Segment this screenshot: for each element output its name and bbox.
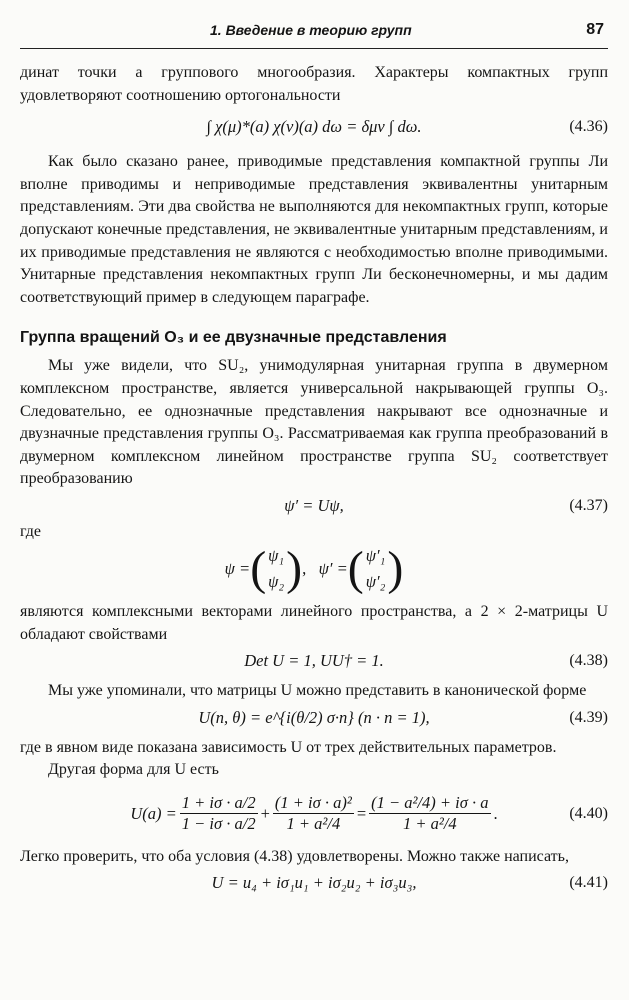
equation-4-37-number: (4.37) bbox=[569, 496, 608, 514]
equation-4-40-lhs: U(a) = bbox=[130, 803, 177, 823]
right-paren: ) bbox=[387, 541, 404, 595]
page-number: 87 bbox=[586, 21, 604, 38]
fraction-3-denominator: 1 + a²/4 bbox=[403, 814, 457, 834]
psi-prime-vector bbox=[366, 543, 386, 595]
fraction-2 bbox=[273, 794, 354, 833]
psi-prime-2: ψ′₂ bbox=[365, 571, 386, 591]
paragraph-3: Мы уже видели, что SU₂, унимодулярная унитарная группа в двумерном комплексном пространстве, является универсальной накрывающей группы O₃. Следовательно, ее однозначные представления накрывают все однозначные и двузначные представления группы O₃. Рассматриваемая как группа преобразований в двумерном комплексном линейном пространстве группа SU₂ соответствует преобразованию bbox=[20, 357, 608, 488]
running-head: 1. Введение в теорию групп bbox=[210, 22, 412, 38]
paragraph-6: где в явном виде показана зависимость U от трех действительных параметров. bbox=[20, 738, 557, 756]
equation-4-38-formula: Det U = 1, UU† = 1. bbox=[244, 651, 384, 671]
equation-4-36 bbox=[20, 107, 608, 147]
equation-4-41-formula: U = u₄ + iσ₁u₁ + iσ₂u₂ + iσ₃u₃, bbox=[211, 873, 417, 893]
equation-4-41-number: (4.41) bbox=[569, 874, 608, 892]
book-page bbox=[20, 14, 608, 898]
psi-prime-1: ψ′₁ bbox=[365, 545, 386, 565]
paragraph-1: динат точки a группового многообразия. Характеры компактных групп удовлетворяют соотношению ортогональности bbox=[20, 64, 608, 104]
equation-4-40 bbox=[20, 782, 608, 846]
fraction-3-numerator: (1 − a²/4) + iσ · a bbox=[371, 793, 489, 813]
paragraph-7: Другая форма для U есть bbox=[48, 761, 219, 779]
equation-4-38 bbox=[20, 646, 608, 676]
equation-4-41 bbox=[20, 868, 608, 898]
fraction-3 bbox=[369, 794, 490, 833]
paragraph-2: Как было сказано ранее, приводимые представления компактной группы Ли вполне приводимы и неприводимые представления эквивалентны унитарным представлениям. Эти два свойства не выполняются для некомпактных групп, которые допускают конечные представления, не эквивалентные унитарным представлениям, и их приводимые представления не являются с необходимостью вполне приводимыми. Унитарные представления некомпактных групп Ли бесконечномерны, и мы дадим соответствующий пример в следующем параграфе. bbox=[20, 153, 608, 306]
fraction-1-numerator: 1 + iσ · a/2 bbox=[181, 793, 256, 813]
right-paren: ) bbox=[286, 541, 303, 595]
equation-4-39-number: (4.39) bbox=[569, 708, 608, 726]
vector-definition: ψ = ( ψ₁ ψ₂ ) , ψ′ = ( ψ′₁ ψ′₂ ) bbox=[224, 541, 404, 595]
equation-4-37 bbox=[20, 491, 608, 521]
psi-prime-lhs: ψ′ = bbox=[318, 558, 348, 578]
equals-sign: = bbox=[356, 803, 367, 823]
left-paren: ( bbox=[347, 541, 364, 595]
where-label: где bbox=[20, 522, 42, 540]
equation-4-39-formula: U(n, θ) = e^{i(θ/2) σ·n} (n · n = 1), bbox=[198, 707, 430, 727]
plus-sign: + bbox=[260, 803, 270, 823]
fraction-1 bbox=[180, 794, 258, 833]
equation-4-37-formula: ψ′ = Uψ, bbox=[284, 495, 344, 515]
psi-2: ψ₂ bbox=[268, 571, 285, 591]
page-header bbox=[20, 14, 608, 40]
paragraph-8: Легко проверить, что оба условия (4.38) удовлетворены. Можно также написать, bbox=[20, 847, 569, 865]
equation-4-38-number: (4.38) bbox=[569, 652, 608, 670]
period: . bbox=[493, 803, 498, 823]
equation-4-36-number: (4.36) bbox=[569, 118, 608, 136]
fraction-1-denominator: 1 − iσ · a/2 bbox=[181, 814, 256, 834]
equation-4-40-number: (4.40) bbox=[569, 804, 608, 822]
left-paren: ( bbox=[250, 541, 267, 595]
psi-vector bbox=[268, 543, 284, 595]
psi-lhs: ψ = bbox=[224, 558, 251, 578]
paragraph-4: являются комплексными векторами линейного пространства, а 2 × 2-матрицы U обладают свойствами bbox=[20, 602, 608, 643]
header-rule bbox=[20, 48, 608, 49]
fraction-2-denominator: 1 + a²/4 bbox=[286, 814, 341, 834]
paragraph-5: Мы уже упоминали, что матрицы U можно представить в канонической форме bbox=[48, 682, 587, 700]
equation-4-36-formula: ∫ χ(μ)*(a) χ(ν)(a) dω = δμν ∫ dω. bbox=[206, 117, 422, 137]
fraction-2-numerator: (1 + iσ · a)² bbox=[274, 793, 352, 813]
equation-4-39 bbox=[20, 703, 608, 733]
section-title: Группа вращений O₃ и ее двузначные представления bbox=[20, 329, 447, 347]
psi-1: ψ₁ bbox=[268, 545, 285, 565]
